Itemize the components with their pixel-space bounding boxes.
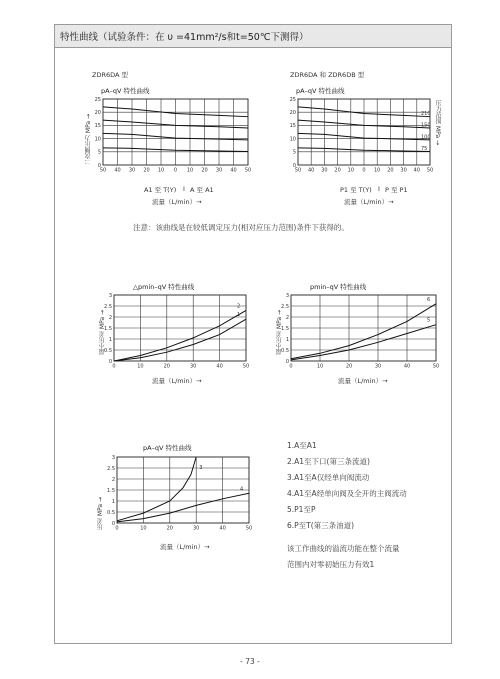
series-label: 1: [237, 312, 241, 319]
note-low-pressure: 注意：该曲线是在较低调定压力(相对应压力范围)条件下获得的。: [133, 223, 349, 232]
series-line: [117, 493, 249, 522]
y-tick-label: 0.5: [107, 509, 115, 516]
x-axis-label: 流量（L/min）→: [344, 198, 394, 206]
pressure-flow-chart-left: [94, 96, 254, 179]
chart-title: △pmin–qV 特性曲线: [133, 283, 195, 291]
x-axis-sub-left: A1 至 T(Y): [144, 186, 177, 194]
y-tick-label: 0: [285, 358, 289, 365]
x-tick-label: 30: [190, 363, 197, 370]
x-tick-label: 50: [294, 167, 302, 174]
note-line: 范围内对零初始压力有效1: [287, 560, 375, 569]
y-tick-label: 0: [108, 358, 112, 365]
y-tick-label: 2.5: [107, 465, 115, 472]
legend-item: 5.P1至P: [287, 505, 316, 514]
x-tick-label: 50: [244, 167, 252, 174]
x-tick-label: 0: [112, 363, 116, 370]
legend-item: 4.A1至A经单向阀及全开的主阀流动: [287, 489, 407, 498]
x-tick-label: 30: [374, 363, 382, 370]
x-tick-label: 30: [193, 525, 200, 532]
x-tick-label: 0: [289, 363, 293, 370]
x-axis-sub-right: P 至 P1: [385, 186, 408, 194]
x-tick-label: 50: [245, 525, 253, 532]
series-label: 2: [237, 303, 241, 310]
y-tick-label: 20: [94, 110, 101, 116]
y-tick-label: 1: [108, 336, 112, 343]
y-tick-label: 15: [289, 123, 296, 130]
x-tick-label: 0: [362, 167, 366, 174]
x-tick-label: 10: [137, 363, 144, 370]
y-tick-label: 1: [111, 498, 115, 505]
x-axis-sub-right: A 至 A1: [190, 186, 214, 194]
chart-title: pmin–qV 特性曲线: [310, 283, 367, 291]
y-tick-label: 2.5: [104, 303, 112, 310]
x-tick-label: 0: [173, 167, 178, 174]
y-axis-label: 压差 MPa →: [97, 496, 104, 530]
x-axis-label: 流量（L/min）→: [152, 377, 202, 385]
min-pressure-diff-chart-left: [104, 292, 255, 375]
y-tick-label: 2.5: [281, 303, 289, 310]
y-tick-label: 25: [289, 96, 296, 103]
series-line: [114, 319, 246, 361]
y-tick-label: 0.5: [104, 347, 112, 354]
x-tick-label: 20: [166, 525, 173, 532]
y-tick-label: 1.5: [281, 325, 289, 332]
chart-caption: ZDR6DA 型: [92, 71, 129, 79]
y-tick-label: 5: [292, 149, 296, 156]
x-axis-label: 流量（L/min）→: [160, 543, 210, 551]
x-tick-label: 30: [321, 167, 328, 174]
y-tick-label: 0: [111, 520, 115, 527]
x-axis-divider: I: [183, 185, 185, 193]
y-tick-label: 1.5: [104, 325, 112, 332]
x-tick-label: 40: [413, 167, 420, 174]
y-tick-label: 1.5: [107, 487, 115, 494]
x-tick-label: 10: [186, 167, 194, 174]
x-tick-label: 40: [114, 167, 121, 174]
y-axis-label: 二次侧压力 MPa →: [85, 113, 92, 165]
x-tick-label: 20: [334, 167, 341, 174]
y-tick-label: 15: [94, 123, 101, 130]
y-tick-label: 2: [285, 314, 289, 321]
chart-title: pA–qV 特性曲线: [101, 87, 150, 95]
y-axis-label: 最小压差 MPa →: [276, 309, 283, 355]
note-line: 该工作曲线的溢流功能在整个流量: [287, 544, 400, 553]
x-tick-label: 40: [216, 363, 223, 370]
x-tick-label: 10: [374, 167, 381, 174]
x-tick-label: 20: [163, 363, 170, 370]
x-tick-label: 30: [400, 167, 407, 174]
series-line: [117, 457, 196, 521]
legend-item: 2.A1至下口(第三条流道): [287, 457, 370, 466]
y-tick-label: 10: [94, 136, 101, 143]
y-tick-label: 3: [285, 292, 289, 299]
x-tick-label: 40: [230, 167, 237, 174]
y-tick-label: 0: [97, 162, 101, 169]
chart-caption: ZDR6DA 和 ZDR6DB 型: [290, 71, 365, 79]
series-label: 5: [427, 317, 431, 324]
x-tick-label: 50: [99, 167, 107, 174]
x-axis-label: 流量（L/min）→: [152, 198, 202, 206]
x-axis-divider: I: [378, 185, 380, 193]
x-tick-label: 10: [347, 167, 354, 174]
legend-item: 6.P至T(第三条油道): [287, 521, 355, 530]
y-tick-label: 20: [289, 110, 296, 116]
x-axis-sub-left: P1 至 T(Y): [340, 186, 372, 194]
x-tick-label: 20: [387, 167, 394, 174]
series-label: 150: [421, 122, 431, 129]
y-tick-label: 3: [111, 454, 115, 461]
x-tick-label: 30: [128, 167, 136, 174]
y-axis-label: 最小压差 MPa →: [99, 309, 106, 355]
x-tick-label: 10: [140, 525, 147, 532]
series-label: 210: [421, 111, 431, 118]
legend-item: 1.A至A1: [287, 441, 317, 450]
x-tick-label: 30: [215, 167, 223, 174]
y-tick-label: 25: [94, 96, 101, 103]
x-tick-label: 0: [115, 525, 119, 532]
x-axis-label: 流量（L/min）→: [338, 377, 388, 385]
x-tick-label: 20: [345, 363, 353, 370]
pressure-flow-chart-right: [289, 96, 449, 179]
x-tick-label: 10: [316, 363, 324, 370]
y-tick-label: 3: [108, 292, 112, 299]
y-tick-label: 1: [285, 336, 289, 343]
pressure-drop-chart: [107, 455, 255, 537]
y-tick-label: 10: [289, 136, 296, 143]
y-tick-label: 5: [97, 149, 101, 156]
header-title: 特性曲线（试验条件：在 υ =41mm²/s和t=50℃下测得）: [60, 32, 309, 43]
series-label: 75: [421, 146, 428, 153]
x-tick-label: 20: [143, 167, 150, 174]
y-tick-label: 0: [292, 162, 296, 169]
page-number: - 73 -: [240, 657, 260, 666]
series-label: 6: [427, 296, 431, 303]
y-tick-label: 2: [108, 314, 112, 321]
x-tick-label: 50: [426, 167, 434, 174]
chart-title: pA–qV 特性曲线: [296, 87, 345, 95]
x-tick-label: 40: [308, 167, 315, 174]
chart-title: pA–qV 特性曲线: [143, 444, 192, 452]
x-tick-label: 10: [157, 167, 165, 174]
x-tick-label: 50: [432, 363, 440, 370]
series-label: 3: [199, 465, 203, 471]
y-tick-label: 0.5: [281, 347, 289, 354]
x-tick-label: 20: [201, 167, 208, 174]
y-tick-label: 2: [111, 476, 115, 483]
series-line: [114, 310, 246, 361]
x-tick-label: 50: [242, 363, 250, 370]
legend-item: 3.A1至A仅经单向阀流动: [287, 473, 370, 482]
x-tick-label: 40: [403, 363, 411, 370]
series-label: 4: [240, 486, 244, 493]
x-tick-label: 40: [219, 525, 226, 532]
min-pressure-diff-chart-right: [281, 292, 445, 375]
series-label: 100: [421, 134, 431, 141]
y-axis-label: 压力范围 MPa →: [434, 100, 441, 146]
